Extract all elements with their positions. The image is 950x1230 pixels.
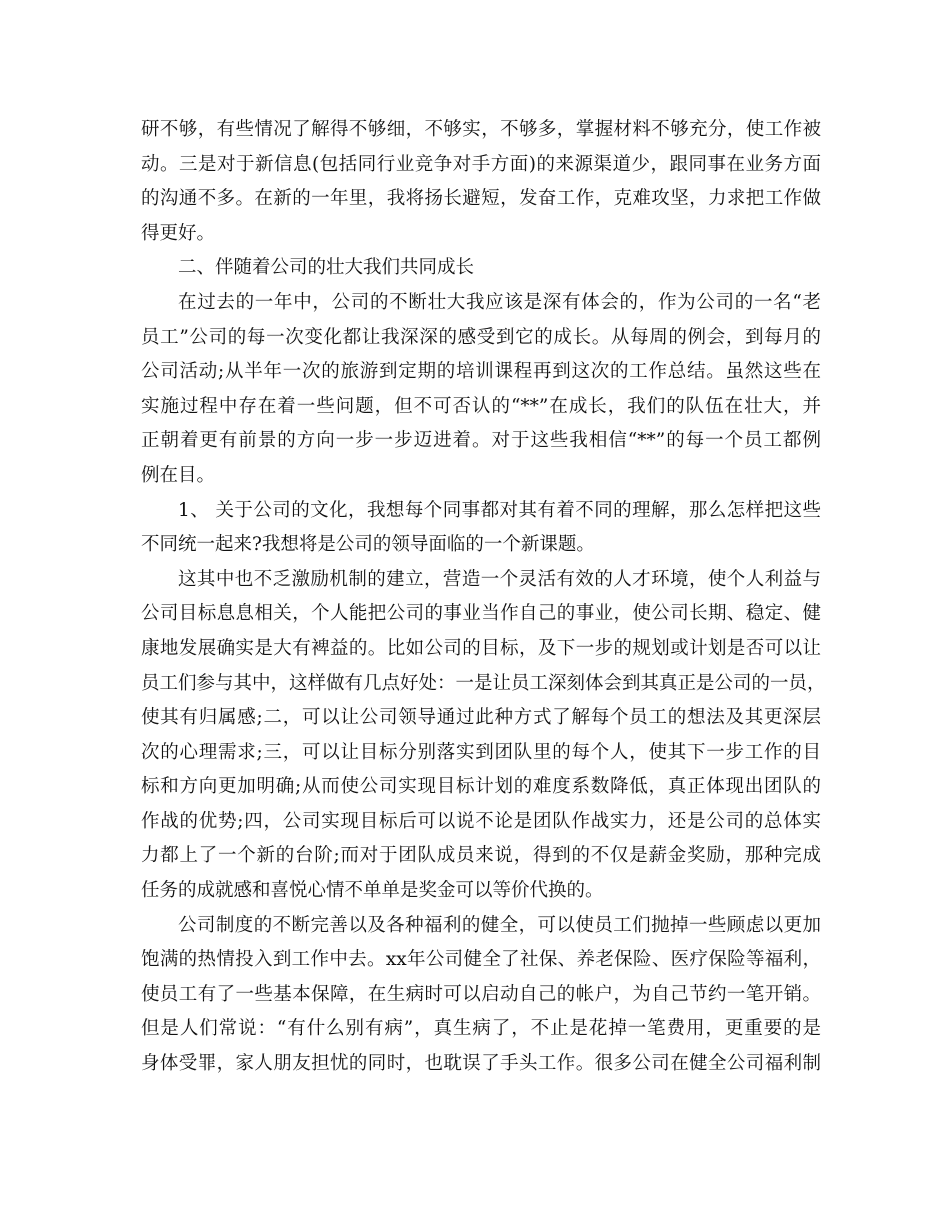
text-line: 例在目。 [141,464,216,486]
text-line: 的沟通不多。在新的一年里，我将扬长避短，发奋工作，克难攻坚，力求把工作做 [141,188,821,210]
text-line: 饱满的热情投入到工作中去。xx年公司健全了社保、养老保险、医疗保险等福利， [141,949,821,971]
text-line: 作战的优势;四，公司实现目标后可以说不论是团队作战实力，还是公司的总体实 [141,810,821,832]
text-line: 使员工有了一些基本保障，在生病时可以启动自己的帐户，为自己节约一笔开销。 [141,983,821,1005]
text-line: 不同统一起来?我想将是公司的领导面临的一个新课题。 [141,534,595,556]
text-line: 正朝着更有前景的方向一步一步迈进着。对于这些我相信“**”的每一个员工都例 [141,430,821,452]
document-body [141,113,826,1082]
text-line: 公司活动;从半年一次的旅游到定期的培训课程再到这次的工作总结。虽然这些在 [141,361,821,383]
text-line: 力都上了一个新的台阶;而对于团队成员来说，得到的不仅是薪金奖励，那种完成 [141,845,821,867]
text-line: 二、伴随着公司的壮大我们共同成长 [178,257,475,279]
text-line: 1、 关于公司的文化，我想每个同事都对其有着不同的理解，那么怎样把这些 [178,499,821,521]
text-line: 但是人们常说：“有什么别有病”，真生病了，不止是花掉一笔费用，更重要的是 [141,1018,821,1040]
text-line: 公司目标息息相关，个人能把公司的事业当作自己的事业，使公司长期、稳定、健 [141,603,821,625]
text-line: 动。三是对于新信息(包括同行业竞争对手方面)的来源渠道少，跟同事在业务方面 [141,153,821,175]
text-line: 任务的成就感和喜悦心情不单单是奖金可以等价代换的。 [141,880,604,902]
text-line: 公司制度的不断完善以及各种福利的健全，可以使员工们抛掉一些顾虑以更加 [178,914,821,936]
text-line: 标和方向更加明确;从而使公司实现目标计划的难度系数降低，真正体现出团队的 [141,776,821,798]
text-line: 身体受罪，家人朋友担忧的同时，也耽误了手头工作。很多公司在健全公司福利制 [141,1053,821,1075]
text-line: 康地发展确实是大有裨益的。比如公司的目标，及下一步的规划或计划是否可以让 [141,637,821,659]
text-line: 次的心理需求;三，可以让目标分别落实到团队里的每个人，使其下一步工作的目 [141,741,821,763]
text-line: 研不够，有些情况了解得不够细，不够实，不够多，掌握材料不够充分，使工作被 [141,119,821,140]
text-line: 实施过程中存在着一些问题，但不可否认的“**”在成长，我们的队伍在壮大，并 [141,395,821,417]
text-line: 得更好。 [141,222,216,244]
text-line: 员工们参与其中，这样做有几点好处：一是让员工深刻体会到其真正是公司的一员， [141,672,826,694]
text-line: 这其中也不乏激励机制的建立，营造一个灵活有效的人才环境，使个人利益与 [178,568,821,590]
text-line: 使其有归属感;二，可以让公司领导通过此种方式了解每个员工的想法及其更深层 [141,707,821,729]
text-line: 在过去的一年中，公司的不断壮大我应该是深有体会的，作为公司的一名“老 [178,291,821,313]
text-line: 员工”公司的每一次变化都让我深深的感受到它的成长。从每周的例会，到每月的 [141,326,821,348]
